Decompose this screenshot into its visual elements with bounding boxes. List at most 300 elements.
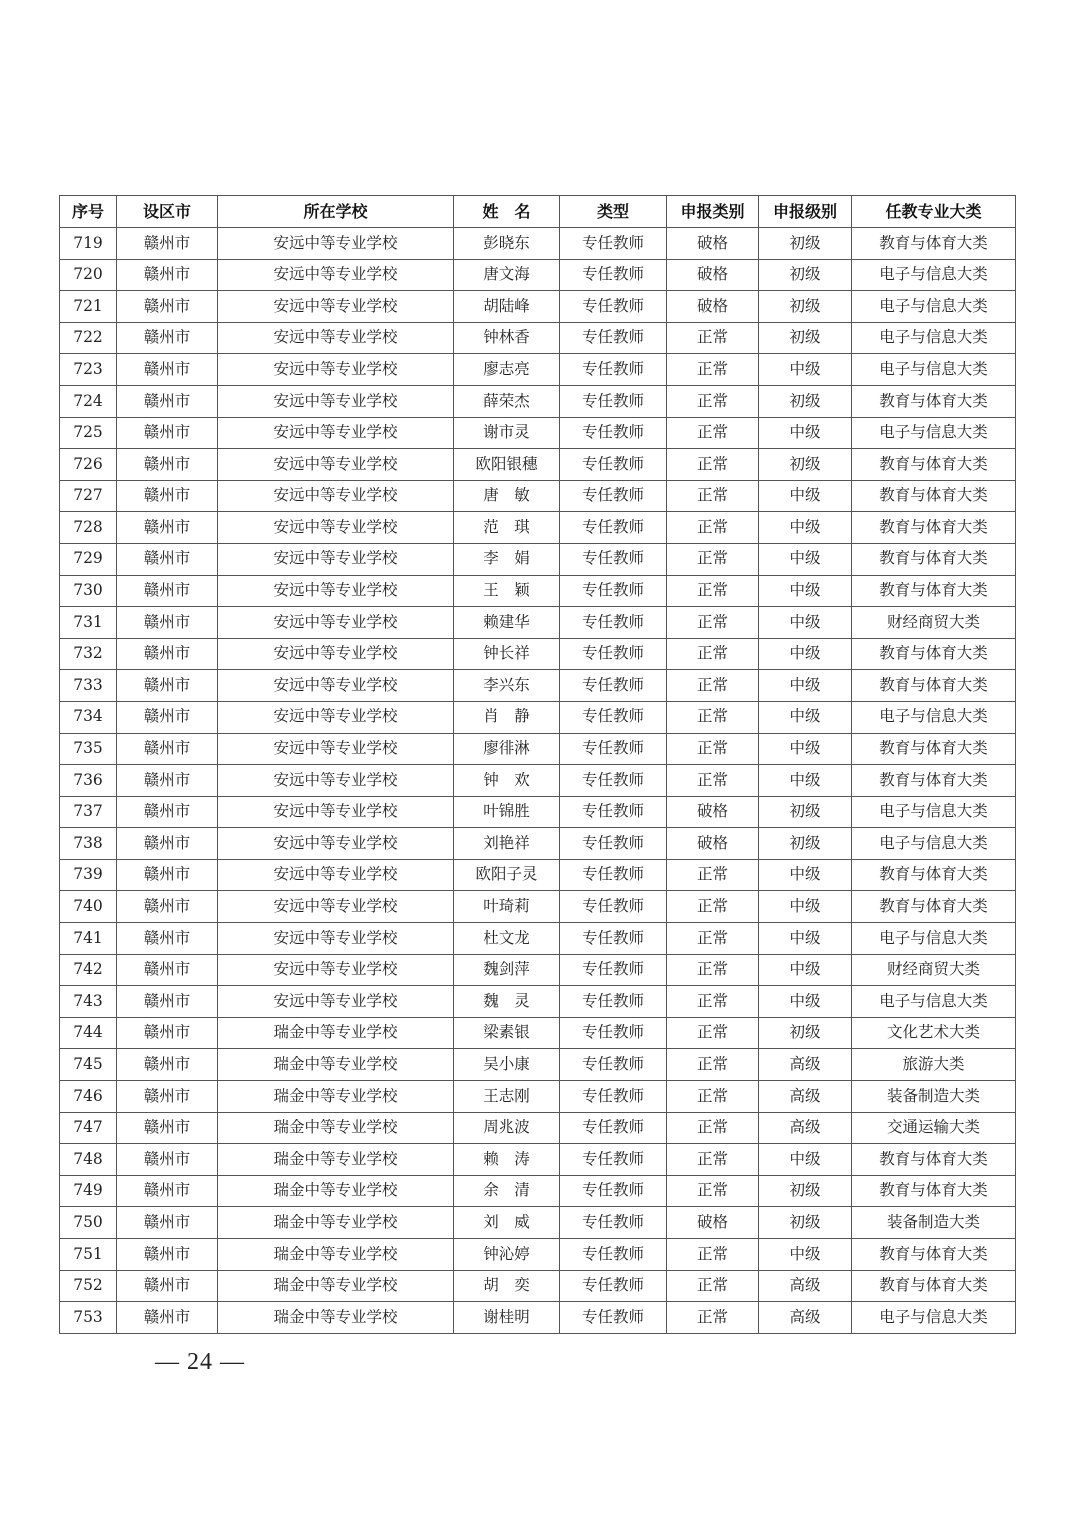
cell-city: 赣州市 — [117, 701, 218, 733]
cell-name: 彭晓东 — [454, 228, 560, 260]
cell-city: 赣州市 — [117, 1112, 218, 1144]
header-city: 设区市 — [117, 196, 218, 228]
cell-city: 赣州市 — [117, 1239, 218, 1271]
cell-application-category: 正常 — [667, 512, 759, 544]
cell-application-level: 初级 — [759, 322, 852, 354]
cell-application-category: 正常 — [667, 354, 759, 386]
cell-name: 魏 灵 — [454, 986, 560, 1018]
table-row — [60, 354, 1016, 386]
cell-major-category: 电子与信息大类 — [852, 986, 1016, 1018]
cell-major-category: 教育与体育大类 — [852, 891, 1016, 923]
cell-serial: 728 — [60, 512, 117, 544]
cell-serial: 726 — [60, 449, 117, 481]
header-application-level: 申报级别 — [759, 196, 852, 228]
cell-application-category: 正常 — [667, 607, 759, 639]
cell-major-category: 教育与体育大类 — [852, 512, 1016, 544]
cell-city: 赣州市 — [117, 385, 218, 417]
cell-city: 赣州市 — [117, 1049, 218, 1081]
cell-major-category: 教育与体育大类 — [852, 480, 1016, 512]
table-row — [60, 1239, 1016, 1271]
cell-application-level: 中级 — [759, 986, 852, 1018]
cell-type: 专任教师 — [560, 512, 667, 544]
cell-major-category: 教育与体育大类 — [852, 543, 1016, 575]
cell-school: 瑞金中等专业学校 — [218, 1049, 454, 1081]
cell-application-level: 初级 — [759, 1175, 852, 1207]
cell-city: 赣州市 — [117, 1207, 218, 1239]
cell-name: 吴小康 — [454, 1049, 560, 1081]
cell-type: 专任教师 — [560, 859, 667, 891]
cell-application-level: 初级 — [759, 828, 852, 860]
cell-application-level: 初级 — [759, 291, 852, 323]
cell-major-category: 装备制造大类 — [852, 1207, 1016, 1239]
cell-type: 专任教师 — [560, 575, 667, 607]
cell-name: 王 颖 — [454, 575, 560, 607]
cell-name: 廖徘淋 — [454, 733, 560, 765]
cell-type: 专任教师 — [560, 765, 667, 797]
cell-serial: 744 — [60, 1017, 117, 1049]
cell-type: 专任教师 — [560, 1081, 667, 1113]
cell-type: 专任教师 — [560, 796, 667, 828]
cell-city: 赣州市 — [117, 480, 218, 512]
cell-serial: 739 — [60, 859, 117, 891]
cell-major-category: 教育与体育大类 — [852, 228, 1016, 260]
cell-serial: 723 — [60, 354, 117, 386]
cell-application-category: 正常 — [667, 1175, 759, 1207]
cell-city: 赣州市 — [117, 417, 218, 449]
cell-major-category: 电子与信息大类 — [852, 322, 1016, 354]
cell-city: 赣州市 — [117, 923, 218, 955]
cell-application-level: 中级 — [759, 575, 852, 607]
cell-major-category: 电子与信息大类 — [852, 291, 1016, 323]
cell-major-category: 电子与信息大类 — [852, 828, 1016, 860]
cell-application-level: 高级 — [759, 1270, 852, 1302]
cell-type: 专任教师 — [560, 417, 667, 449]
cell-school: 安远中等专业学校 — [218, 228, 454, 260]
cell-application-level: 中级 — [759, 543, 852, 575]
table-row — [60, 1112, 1016, 1144]
cell-name: 梁素银 — [454, 1017, 560, 1049]
cell-school: 安远中等专业学校 — [218, 859, 454, 891]
cell-serial: 738 — [60, 828, 117, 860]
cell-name: 赖 涛 — [454, 1144, 560, 1176]
cell-serial: 735 — [60, 733, 117, 765]
cell-serial: 737 — [60, 796, 117, 828]
cell-school: 瑞金中等专业学校 — [218, 1081, 454, 1113]
table-row — [60, 259, 1016, 291]
table-row — [60, 1017, 1016, 1049]
cell-city: 赣州市 — [117, 259, 218, 291]
cell-application-level: 中级 — [759, 670, 852, 702]
cell-school: 安远中等专业学校 — [218, 575, 454, 607]
cell-school: 安远中等专业学校 — [218, 828, 454, 860]
table-row — [60, 828, 1016, 860]
cell-city: 赣州市 — [117, 291, 218, 323]
cell-application-category: 正常 — [667, 986, 759, 1018]
table-row — [60, 417, 1016, 449]
cell-type: 专任教师 — [560, 1017, 667, 1049]
cell-application-category: 正常 — [667, 701, 759, 733]
table-row — [60, 733, 1016, 765]
table-row — [60, 954, 1016, 986]
table-row — [60, 322, 1016, 354]
cell-serial: 750 — [60, 1207, 117, 1239]
cell-major-category: 财经商贸大类 — [852, 954, 1016, 986]
header-serial: 序号 — [60, 196, 117, 228]
cell-serial: 720 — [60, 259, 117, 291]
cell-city: 赣州市 — [117, 986, 218, 1018]
cell-type: 专任教师 — [560, 1270, 667, 1302]
table-row — [60, 1081, 1016, 1113]
cell-application-level: 高级 — [759, 1302, 852, 1334]
cell-name: 钟林香 — [454, 322, 560, 354]
cell-type: 专任教师 — [560, 259, 667, 291]
cell-application-level: 初级 — [759, 1017, 852, 1049]
cell-type: 专任教师 — [560, 1207, 667, 1239]
cell-major-category: 教育与体育大类 — [852, 575, 1016, 607]
table-row — [60, 891, 1016, 923]
cell-name: 谢桂明 — [454, 1302, 560, 1334]
cell-school: 瑞金中等专业学校 — [218, 1302, 454, 1334]
cell-name: 杜文龙 — [454, 923, 560, 955]
cell-serial: 725 — [60, 417, 117, 449]
cell-major-category: 教育与体育大类 — [852, 638, 1016, 670]
cell-city: 赣州市 — [117, 1144, 218, 1176]
cell-application-category: 破格 — [667, 828, 759, 860]
cell-serial: 748 — [60, 1144, 117, 1176]
cell-serial: 745 — [60, 1049, 117, 1081]
cell-name: 王志刚 — [454, 1081, 560, 1113]
table-row — [60, 1049, 1016, 1081]
cell-major-category: 电子与信息大类 — [852, 701, 1016, 733]
cell-major-category: 文化艺术大类 — [852, 1017, 1016, 1049]
cell-name: 叶锦胜 — [454, 796, 560, 828]
cell-major-category: 电子与信息大类 — [852, 923, 1016, 955]
header-major-category: 任教专业大类 — [852, 196, 1016, 228]
cell-type: 专任教师 — [560, 449, 667, 481]
cell-city: 赣州市 — [117, 1081, 218, 1113]
cell-school: 安远中等专业学校 — [218, 480, 454, 512]
table-row — [60, 607, 1016, 639]
cell-city: 赣州市 — [117, 322, 218, 354]
cell-serial: 753 — [60, 1302, 117, 1334]
cell-type: 专任教师 — [560, 828, 667, 860]
cell-application-level: 中级 — [759, 765, 852, 797]
cell-application-level: 中级 — [759, 859, 852, 891]
cell-city: 赣州市 — [117, 891, 218, 923]
cell-application-category: 破格 — [667, 796, 759, 828]
cell-type: 专任教师 — [560, 322, 667, 354]
cell-name: 余 清 — [454, 1175, 560, 1207]
cell-major-category: 教育与体育大类 — [852, 765, 1016, 797]
cell-serial: 734 — [60, 701, 117, 733]
cell-school: 安远中等专业学校 — [218, 354, 454, 386]
cell-school: 安远中等专业学校 — [218, 891, 454, 923]
cell-serial: 719 — [60, 228, 117, 260]
table-row — [60, 1302, 1016, 1334]
cell-serial: 733 — [60, 670, 117, 702]
cell-city: 赣州市 — [117, 1302, 218, 1334]
cell-name: 赖建华 — [454, 607, 560, 639]
table-row — [60, 385, 1016, 417]
cell-application-level: 高级 — [759, 1081, 852, 1113]
cell-name: 唐 敏 — [454, 480, 560, 512]
cell-application-level: 高级 — [759, 1112, 852, 1144]
cell-application-category: 正常 — [667, 449, 759, 481]
cell-type: 专任教师 — [560, 923, 667, 955]
cell-type: 专任教师 — [560, 1112, 667, 1144]
cell-serial: 727 — [60, 480, 117, 512]
table-body — [60, 228, 1016, 1334]
table-row — [60, 765, 1016, 797]
cell-major-category: 财经商贸大类 — [852, 607, 1016, 639]
cell-application-level: 中级 — [759, 954, 852, 986]
cell-application-level: 中级 — [759, 638, 852, 670]
cell-city: 赣州市 — [117, 765, 218, 797]
cell-type: 专任教师 — [560, 638, 667, 670]
table-row — [60, 986, 1016, 1018]
cell-name: 肖 静 — [454, 701, 560, 733]
cell-school: 瑞金中等专业学校 — [218, 1207, 454, 1239]
cell-major-category: 教育与体育大类 — [852, 449, 1016, 481]
cell-type: 专任教师 — [560, 385, 667, 417]
table-row — [60, 543, 1016, 575]
cell-name: 胡 奕 — [454, 1270, 560, 1302]
cell-application-category: 正常 — [667, 1017, 759, 1049]
cell-major-category: 教育与体育大类 — [852, 859, 1016, 891]
cell-school: 安远中等专业学校 — [218, 670, 454, 702]
cell-name: 刘 威 — [454, 1207, 560, 1239]
cell-application-category: 破格 — [667, 259, 759, 291]
table-row — [60, 449, 1016, 481]
cell-city: 赣州市 — [117, 449, 218, 481]
cell-city: 赣州市 — [117, 1175, 218, 1207]
cell-city: 赣州市 — [117, 828, 218, 860]
cell-name: 叶琦莉 — [454, 891, 560, 923]
cell-name: 欧阳银穗 — [454, 449, 560, 481]
cell-serial: 730 — [60, 575, 117, 607]
table-row — [60, 1270, 1016, 1302]
cell-school: 安远中等专业学校 — [218, 986, 454, 1018]
cell-city: 赣州市 — [117, 638, 218, 670]
table-row — [60, 575, 1016, 607]
cell-school: 安远中等专业学校 — [218, 733, 454, 765]
cell-type: 专任教师 — [560, 291, 667, 323]
table-row — [60, 1207, 1016, 1239]
cell-school: 安远中等专业学校 — [218, 607, 454, 639]
header-school: 所在学校 — [218, 196, 454, 228]
cell-application-category: 破格 — [667, 228, 759, 260]
table-row — [60, 796, 1016, 828]
cell-city: 赣州市 — [117, 954, 218, 986]
cell-major-category: 电子与信息大类 — [852, 259, 1016, 291]
table-row — [60, 923, 1016, 955]
cell-city: 赣州市 — [117, 543, 218, 575]
cell-school: 安远中等专业学校 — [218, 765, 454, 797]
cell-city: 赣州市 — [117, 670, 218, 702]
table-row — [60, 512, 1016, 544]
cell-type: 专任教师 — [560, 1239, 667, 1271]
cell-type: 专任教师 — [560, 1302, 667, 1334]
cell-major-category: 交通运输大类 — [852, 1112, 1016, 1144]
cell-application-level: 中级 — [759, 607, 852, 639]
cell-serial: 747 — [60, 1112, 117, 1144]
cell-city: 赣州市 — [117, 575, 218, 607]
cell-serial: 742 — [60, 954, 117, 986]
cell-application-level: 初级 — [759, 228, 852, 260]
cell-school: 安远中等专业学校 — [218, 449, 454, 481]
cell-major-category: 装备制造大类 — [852, 1081, 1016, 1113]
cell-application-level: 中级 — [759, 480, 852, 512]
table-row — [60, 701, 1016, 733]
cell-serial: 743 — [60, 986, 117, 1018]
cell-city: 赣州市 — [117, 733, 218, 765]
cell-serial: 731 — [60, 607, 117, 639]
cell-type: 专任教师 — [560, 228, 667, 260]
cell-application-category: 正常 — [667, 1239, 759, 1271]
cell-school: 瑞金中等专业学校 — [218, 1144, 454, 1176]
cell-type: 专任教师 — [560, 701, 667, 733]
cell-name: 钟沁婷 — [454, 1239, 560, 1271]
cell-name: 欧阳子灵 — [454, 859, 560, 891]
table-row — [60, 228, 1016, 260]
cell-application-category: 正常 — [667, 670, 759, 702]
cell-name: 廖志亮 — [454, 354, 560, 386]
cell-application-level: 中级 — [759, 891, 852, 923]
cell-city: 赣州市 — [117, 228, 218, 260]
cell-major-category: 电子与信息大类 — [852, 417, 1016, 449]
cell-city: 赣州市 — [117, 859, 218, 891]
cell-application-category: 正常 — [667, 1144, 759, 1176]
cell-application-level: 初级 — [759, 1207, 852, 1239]
table-row — [60, 480, 1016, 512]
cell-major-category: 教育与体育大类 — [852, 1144, 1016, 1176]
header-row — [60, 196, 1016, 228]
cell-major-category: 教育与体育大类 — [852, 1270, 1016, 1302]
cell-name: 李兴东 — [454, 670, 560, 702]
cell-city: 赣州市 — [117, 1017, 218, 1049]
cell-major-category: 电子与信息大类 — [852, 354, 1016, 386]
page-number: — 24 — — [155, 1349, 245, 1375]
cell-application-category: 正常 — [667, 480, 759, 512]
cell-city: 赣州市 — [117, 512, 218, 544]
cell-school: 安远中等专业学校 — [218, 954, 454, 986]
cell-type: 专任教师 — [560, 670, 667, 702]
cell-city: 赣州市 — [117, 354, 218, 386]
cell-application-category: 正常 — [667, 765, 759, 797]
cell-application-level: 初级 — [759, 385, 852, 417]
cell-application-category: 正常 — [667, 1270, 759, 1302]
cell-school: 安远中等专业学校 — [218, 543, 454, 575]
cell-serial: 749 — [60, 1175, 117, 1207]
cell-type: 专任教师 — [560, 986, 667, 1018]
cell-major-category: 电子与信息大类 — [852, 1302, 1016, 1334]
cell-application-level: 中级 — [759, 923, 852, 955]
cell-application-category: 正常 — [667, 859, 759, 891]
cell-major-category: 教育与体育大类 — [852, 1175, 1016, 1207]
cell-major-category: 教育与体育大类 — [852, 1239, 1016, 1271]
cell-type: 专任教师 — [560, 354, 667, 386]
cell-school: 瑞金中等专业学校 — [218, 1270, 454, 1302]
cell-type: 专任教师 — [560, 1144, 667, 1176]
cell-school: 安远中等专业学校 — [218, 796, 454, 828]
cell-name: 魏剑萍 — [454, 954, 560, 986]
table-row — [60, 1175, 1016, 1207]
cell-school: 安远中等专业学校 — [218, 512, 454, 544]
cell-type: 专任教师 — [560, 1175, 667, 1207]
cell-application-category: 正常 — [667, 923, 759, 955]
cell-serial: 736 — [60, 765, 117, 797]
table-row — [60, 638, 1016, 670]
cell-name: 钟长祥 — [454, 638, 560, 670]
cell-type: 专任教师 — [560, 480, 667, 512]
cell-application-category: 正常 — [667, 733, 759, 765]
cell-name: 薛荣杰 — [454, 385, 560, 417]
cell-name: 李 娟 — [454, 543, 560, 575]
cell-application-category: 正常 — [667, 1112, 759, 1144]
cell-serial: 732 — [60, 638, 117, 670]
cell-school: 安远中等专业学校 — [218, 291, 454, 323]
cell-serial: 751 — [60, 1239, 117, 1271]
cell-serial: 746 — [60, 1081, 117, 1113]
teacher-list-table — [59, 195, 1016, 1334]
cell-application-level: 中级 — [759, 1144, 852, 1176]
header-application-category: 申报类别 — [667, 196, 759, 228]
cell-type: 专任教师 — [560, 891, 667, 923]
cell-school: 安远中等专业学校 — [218, 417, 454, 449]
cell-application-level: 中级 — [759, 733, 852, 765]
header-name: 姓 名 — [454, 196, 560, 228]
cell-application-level: 中级 — [759, 417, 852, 449]
cell-application-level: 中级 — [759, 512, 852, 544]
cell-name: 刘艳祥 — [454, 828, 560, 860]
cell-school: 安远中等专业学校 — [218, 322, 454, 354]
cell-name: 钟 欢 — [454, 765, 560, 797]
cell-school: 瑞金中等专业学校 — [218, 1112, 454, 1144]
cell-school: 安远中等专业学校 — [218, 638, 454, 670]
cell-name: 周兆波 — [454, 1112, 560, 1144]
cell-major-category: 旅游大类 — [852, 1049, 1016, 1081]
cell-school: 安远中等专业学校 — [218, 701, 454, 733]
cell-type: 专任教师 — [560, 543, 667, 575]
cell-application-level: 初级 — [759, 449, 852, 481]
cell-major-category: 电子与信息大类 — [852, 796, 1016, 828]
table-header — [60, 196, 1016, 228]
cell-serial: 729 — [60, 543, 117, 575]
cell-type: 专任教师 — [560, 954, 667, 986]
cell-name: 胡陆峰 — [454, 291, 560, 323]
cell-major-category: 教育与体育大类 — [852, 733, 1016, 765]
cell-city: 赣州市 — [117, 607, 218, 639]
cell-application-category: 正常 — [667, 638, 759, 670]
cell-city: 赣州市 — [117, 796, 218, 828]
cell-serial: 741 — [60, 923, 117, 955]
cell-major-category: 教育与体育大类 — [852, 670, 1016, 702]
cell-type: 专任教师 — [560, 733, 667, 765]
cell-application-level: 中级 — [759, 354, 852, 386]
table-row — [60, 291, 1016, 323]
table-row — [60, 1144, 1016, 1176]
cell-application-category: 正常 — [667, 417, 759, 449]
cell-name: 范 琪 — [454, 512, 560, 544]
table-row — [60, 670, 1016, 702]
cell-type: 专任教师 — [560, 1049, 667, 1081]
cell-school: 瑞金中等专业学校 — [218, 1017, 454, 1049]
header-type: 类型 — [560, 196, 667, 228]
cell-application-level: 初级 — [759, 796, 852, 828]
cell-school: 瑞金中等专业学校 — [218, 1175, 454, 1207]
cell-application-category: 正常 — [667, 1302, 759, 1334]
cell-application-level: 中级 — [759, 1239, 852, 1271]
